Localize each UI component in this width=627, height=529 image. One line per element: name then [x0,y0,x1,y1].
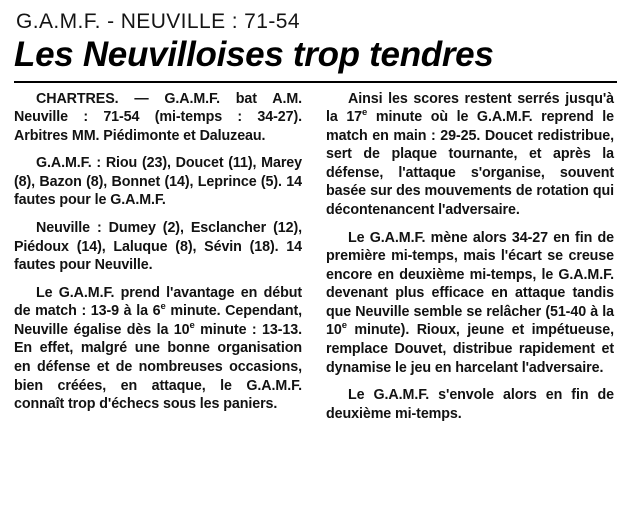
paragraph: CHARTRES. — G.A.M.F. bat A.M. Neuville : 71-54 (mi-temps : 34-27). Arbitres MM. Piédimonte et Daluzeau. [14,90,302,144]
paragraph: G.A.M.F. : Riou (23), Doucet (11), Marey (8), Bazon (8), Bonnet (14), Leprince (5). 14 fautes pour le G.A.M.F. [14,155,302,209]
article-column-left [14,90,302,414]
article-headline: Les Neuvilloises trop tendres [14,35,494,74]
article-kicker: G.A.M.F. - NEUVILLE : 71-54 [16,10,300,33]
paragraph: Neuville : Dumey (2), Esclancher (12), Piédoux (14), Laluque (8), Sévin (18). 14 fautes pour Neuville. [14,219,302,274]
paragraph: Le G.A.M.F. prend l'avantage en début de match : 13-9 à la 6e minute. Cependant, Neuville égalise dès la 10e minute : 13-13. En effet, malgré une bonne organisation en défense et de nombreuses occasions, bien créées, en attaque, le G.A.M.F. connaît trop d'échecs sous les paniers. [14,284,302,413]
headline-divider [14,81,617,83]
paragraph: Le G.A.M.F. s'envole alors en fin de deuxième mi-temps. [326,387,614,422]
paragraph: Ainsi les scores restent serrés jusqu'à la 17e minute où le G.A.M.F. reprend le match en main : 29-25. Doucet redistribue, sert de plaque tournante, et après la défense, l'attaque s'organise, souvent basée sur des mouvements de rotation qui décontenancent l'adversaire. [326,90,614,218]
article-column-right [326,90,614,424]
paragraph: Le G.A.M.F. mène alors 34-27 en fin de première mi-temps, mais l'écart se creuse encore en deuxième mi-temps, le G.A.M.F. devenant plus efficace en attaque tandis que Neuville semble se relâcher (51-40 à la 10e minute). Rioux, jeune et impétueuse, remplace Douvet, distribue rapidement et dynamise le jeu en harcelant l'adversaire. [326,229,614,376]
article-columns [14,90,617,424]
